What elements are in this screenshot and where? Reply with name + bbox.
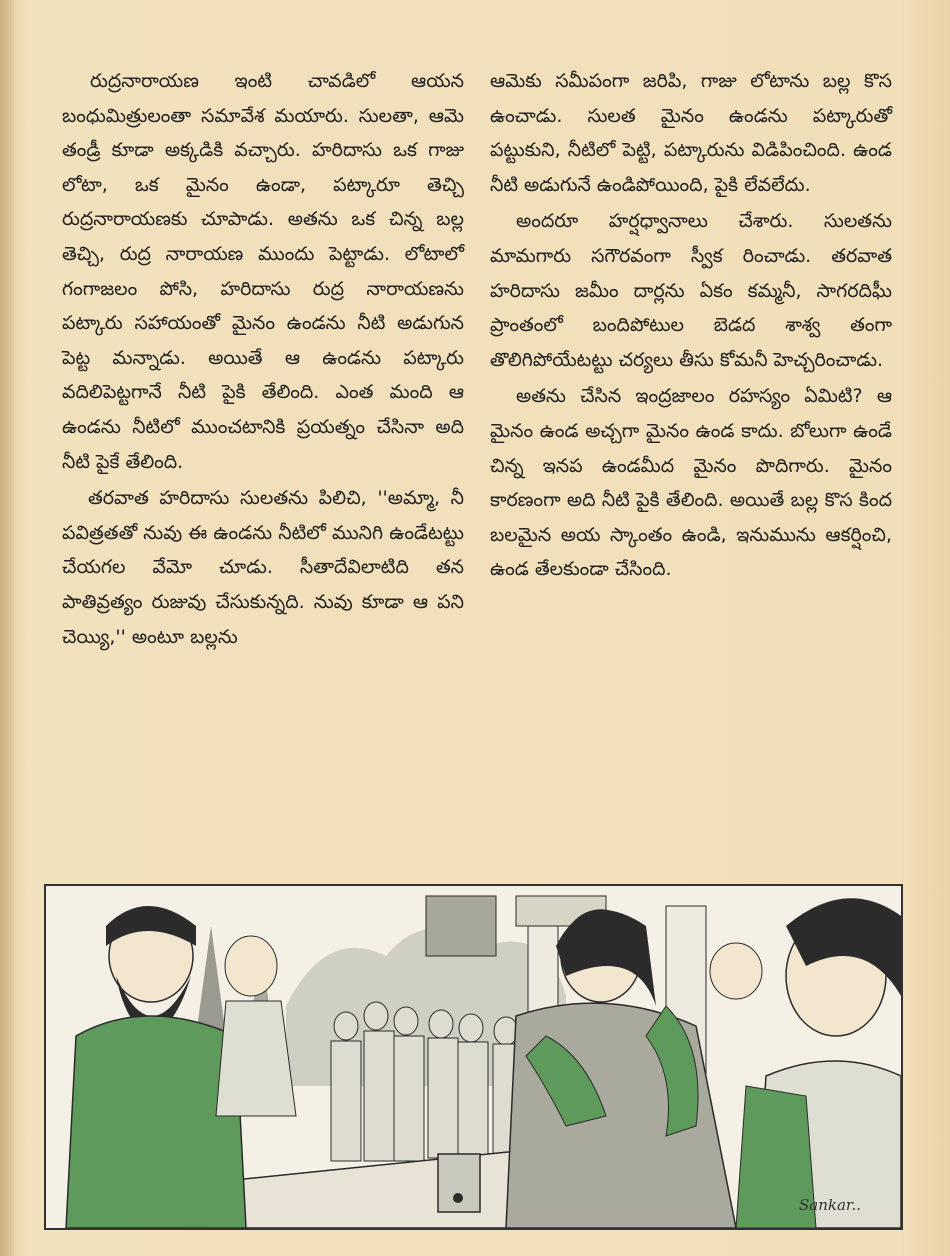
- story-illustration: [44, 884, 903, 1230]
- left-text-column: [62, 64, 464, 654]
- page-spine: [0, 0, 14, 1256]
- right-text-column: [490, 64, 892, 587]
- story-paragraph: ఆమెకు సమీపంగా జరిపి, గాజు లోటాను బల్ల కొస ఉంచాడు. సులత మైనం ఉండను పట్కారుతో పట్టుకుని, నీటిలో పెట్టి, పట్కారును విడిపించింది. ఉండ నీటి అడుగునే ఉండిపోయింది, పైకి లేవలేదు.: [490, 70, 892, 196]
- story-paragraph: తరవాత హరిదాసు సులతను పిలిచి, ''అమ్మా, నీ పవిత్రతతో నువు ఈ ఉండను నీటిలో మునిగి ఉండేటట్టు చేయగల వేమో చూడు. సీతాదేవిలాటిది తన పాతివ్రత్యం రుజువు చేసుకున్నది. నువు కూడా ఆ పని చెయ్యి,'' అంటూ బల్లను: [62, 487, 464, 648]
- illustration-drawing: [46, 886, 901, 1228]
- artist-signature: Sankar..: [799, 1196, 861, 1214]
- story-paragraph: అందరూ హర్షధ్వానాలు చేశారు. సులతను మామగారు సగౌరవంగా స్వీక రించాడు. తరవాత హరిదాసు జమీం దార్లను ఏకం కమ్మనీ, సాగరదిఘీ ప్రాంతంలో బందిపోటుల బెడద శాశ్వ తంగా తొలిగిపోయేటట్టు చర్యలు తీసు కోమనీ హెచ్చరించాడు.: [490, 210, 892, 371]
- story-paragraph: రుద్రనారాయణ ఇంటి చావడిలో ఆయన బంధుమిత్రులంతా సమావేశ మయారు. సులతా, ఆమె తండ్రీ కూడా అక్కడికి వచ్చారు. హరిదాసు ఒక గాజు లోటా, ఒక మైనం ఉండా, పట్కారూ తెచ్చి రుద్రనారాయణకు చూపాడు. అతను ఒక చిన్న బల్ల తెచ్చి, రుద్ర నారాయణ ముందు పెట్టాడు. లోటాలో గంగాజలం పోసి, హరిదాసు రుద్ర నారాయణను పట్కారు సహాయంతో మైనం ఉండను నీటి అడుగున పెట్ట మన్నాడు. అయితే ఆ ఉండను పట్కారు వదిలిపెట్టగానే నీటి పైకి తేలింది. ఎంత మంది ఆ ఉండను నీటిలో ముంచటానికి ప్రయత్నం చేసినా అది నీటి పైకే తేలింది.: [62, 70, 464, 473]
- story-paragraph: అతను చేసిన ఇంద్రజాలం రహస్యం ఏమిటి? ఆ మైనం ఉండ అచ్చగా మైనం ఉండ కాదు. బోలుగా ఉండే చిన్న ఇనప ఉండమీద మైనం పొదిగారు. మైనం కారణంగా అది నీటి పైకి తేలింది. అయితే బల్ల కొస కింద బలమైన అయ స్కాంతం ఉండి, ఇనుమును ఆకర్షించి, ఉండ తేలకుండా చేసింది.: [490, 385, 892, 581]
